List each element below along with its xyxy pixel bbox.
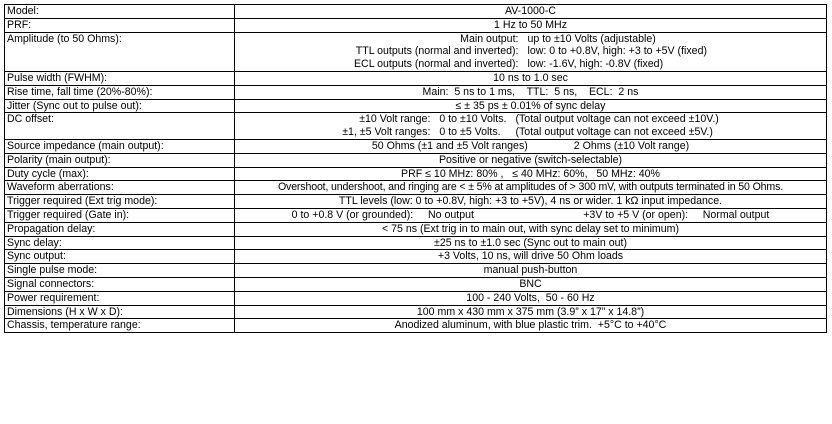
table-row [5,5,827,19]
table-row [5,305,827,319]
table-row [5,85,827,99]
specifications-table [4,4,827,333]
row-label: PRF: [5,18,235,32]
row-value: ±25 ns to ±1.0 sec (Sync out to main out) [235,236,827,250]
dc-offset-grid [342,113,719,139]
row-label: Trigger required (Gate in): [5,208,235,222]
row-label: Amplitude (to 50 Ohms): [5,32,235,71]
gate-result-b-text: Normal output [702,208,770,221]
dc-offset-value: 0 to ±10 Volts. [439,113,507,126]
table-row [5,222,827,236]
row-value: TTL levels (low: 0 to +0.8V, high: +3 to +5V), 4 ns or wider. 1 kΩ input impedance. [235,195,827,209]
amplitude-values [235,32,827,71]
amplitude-line-value: up to ±10 Volts (adjustable) [527,32,656,45]
row-value: Main: 5 ns to 1 ms, TTL: 5 ns, ECL: 2 ns [235,85,827,99]
row-label: Single pulse mode: [5,264,235,278]
row-value: manual push-button [235,264,827,278]
amplitude-line-name: Main output: [460,32,519,45]
table-row [5,71,827,85]
row-value: ≤ ± 35 ps ± 0.01% of sync delay [235,99,827,113]
source-impedance-value-a: 50 Ohms (±1 and ±5 Volt ranges) [371,139,528,152]
row-value: BNC [235,277,827,291]
trigger-gate-condition-b [583,209,769,222]
table-row [5,319,827,333]
amplitude-line-name: ECL outputs (normal and inverted): [353,58,519,71]
row-label: Power requirement: [5,291,235,305]
row-label: Sync output: [5,250,235,264]
table-row [5,236,827,250]
dc-offset-values [235,113,827,140]
dc-offset-range: ±10 Volt range: [359,113,431,126]
table-row [5,153,827,167]
table-row [5,18,827,32]
trigger-gate-split [237,209,824,222]
row-label: Signal connectors: [5,277,235,291]
row-label: Chassis, temperature range: [5,319,235,333]
source-impedance-value-b: 2 Ohms (±10 Volt range) [573,139,690,152]
row-value: PRF ≤ 10 MHz: 80% , ≤ 40 MHz: 60%, 50 MHz: 40% [235,167,827,181]
trigger-gate-values [235,208,827,222]
row-label: Duty cycle (max): [5,167,235,181]
row-value: +3 Volts, 10 ns, will drive 50 Ohm loads [235,250,827,264]
gate-cond-b-text: +3V to +5 V (or open): [583,208,689,221]
row-value: AV-1000-C [235,5,827,19]
table-row [5,181,827,195]
row-label: Trigger required (Ext trig mode): [5,195,235,209]
row-label: Jitter (Sync out to pulse out): [5,99,235,113]
row-value: 1 Hz to 50 MHz [235,18,827,32]
table-row [5,99,827,113]
row-value: 100 mm x 430 mm x 375 mm (3.9” x 17” x 14.8”) [235,305,827,319]
row-label: Propagation delay: [5,222,235,236]
table-row [5,208,827,222]
table-row [5,291,827,305]
row-label: Model: [5,5,235,19]
row-label: Sync delay: [5,236,235,250]
dc-offset-range: ±1, ±5 Volt ranges: [342,126,431,139]
row-value: < 75 ns (Ext trig in to main out, with sync delay set to minimum) [235,222,827,236]
table-row [5,113,827,140]
row-label: Rise time, fall time (20%-80%): [5,85,235,99]
row-value: 100 - 240 Volts, 50 - 60 Hz [235,291,827,305]
row-label: DC offset: [5,113,235,140]
table-row [5,32,827,71]
dc-offset-note: (Total output voltage can not exceed ±5V.) [515,126,713,139]
dc-offset-value: 0 to ±5 Volts. [439,126,501,139]
row-value: Anodized aluminum, with blue plastic trim. +5°C to +40°C [235,319,827,333]
dc-offset-note: (Total output voltage can not exceed ±10V.) [515,113,719,126]
table-row [5,250,827,264]
row-label: Waveform aberrations: [5,181,235,195]
row-label: Source impedance (main output): [5,139,235,153]
table-row [5,139,827,153]
row-value: Positive or negative (switch-selectable) [235,153,827,167]
gate-result-a-text: No output [427,208,474,221]
row-label: Pulse width (FWHM): [5,71,235,85]
trigger-gate-condition-a [292,209,474,222]
table-row [5,167,827,181]
gate-cond-a-text: 0 to +0.8 V (or grounded): [291,208,414,221]
row-label: Polarity (main output): [5,153,235,167]
amplitude-grid [354,33,707,71]
source-impedance-values [235,139,827,153]
row-value: 10 ns to 1.0 sec [235,71,827,85]
amplitude-line-value: low: 0 to +0.8V, high: +3 to +5V (fixed) [527,45,707,58]
amplitude-line-name: TTL outputs (normal and inverted): [355,45,519,58]
table-row [5,277,827,291]
amplitude-line-value: low: -1.6V, high: -0.8V (fixed) [527,58,664,71]
row-label: Dimensions (H x W x D): [5,305,235,319]
row-value: Overshoot, undershoot, and ringing are < ± 5% at amplitudes of > 300 mV, with outputs terminated in 50 Ohms. [235,181,827,195]
table-row [5,264,827,278]
table-row [5,195,827,209]
